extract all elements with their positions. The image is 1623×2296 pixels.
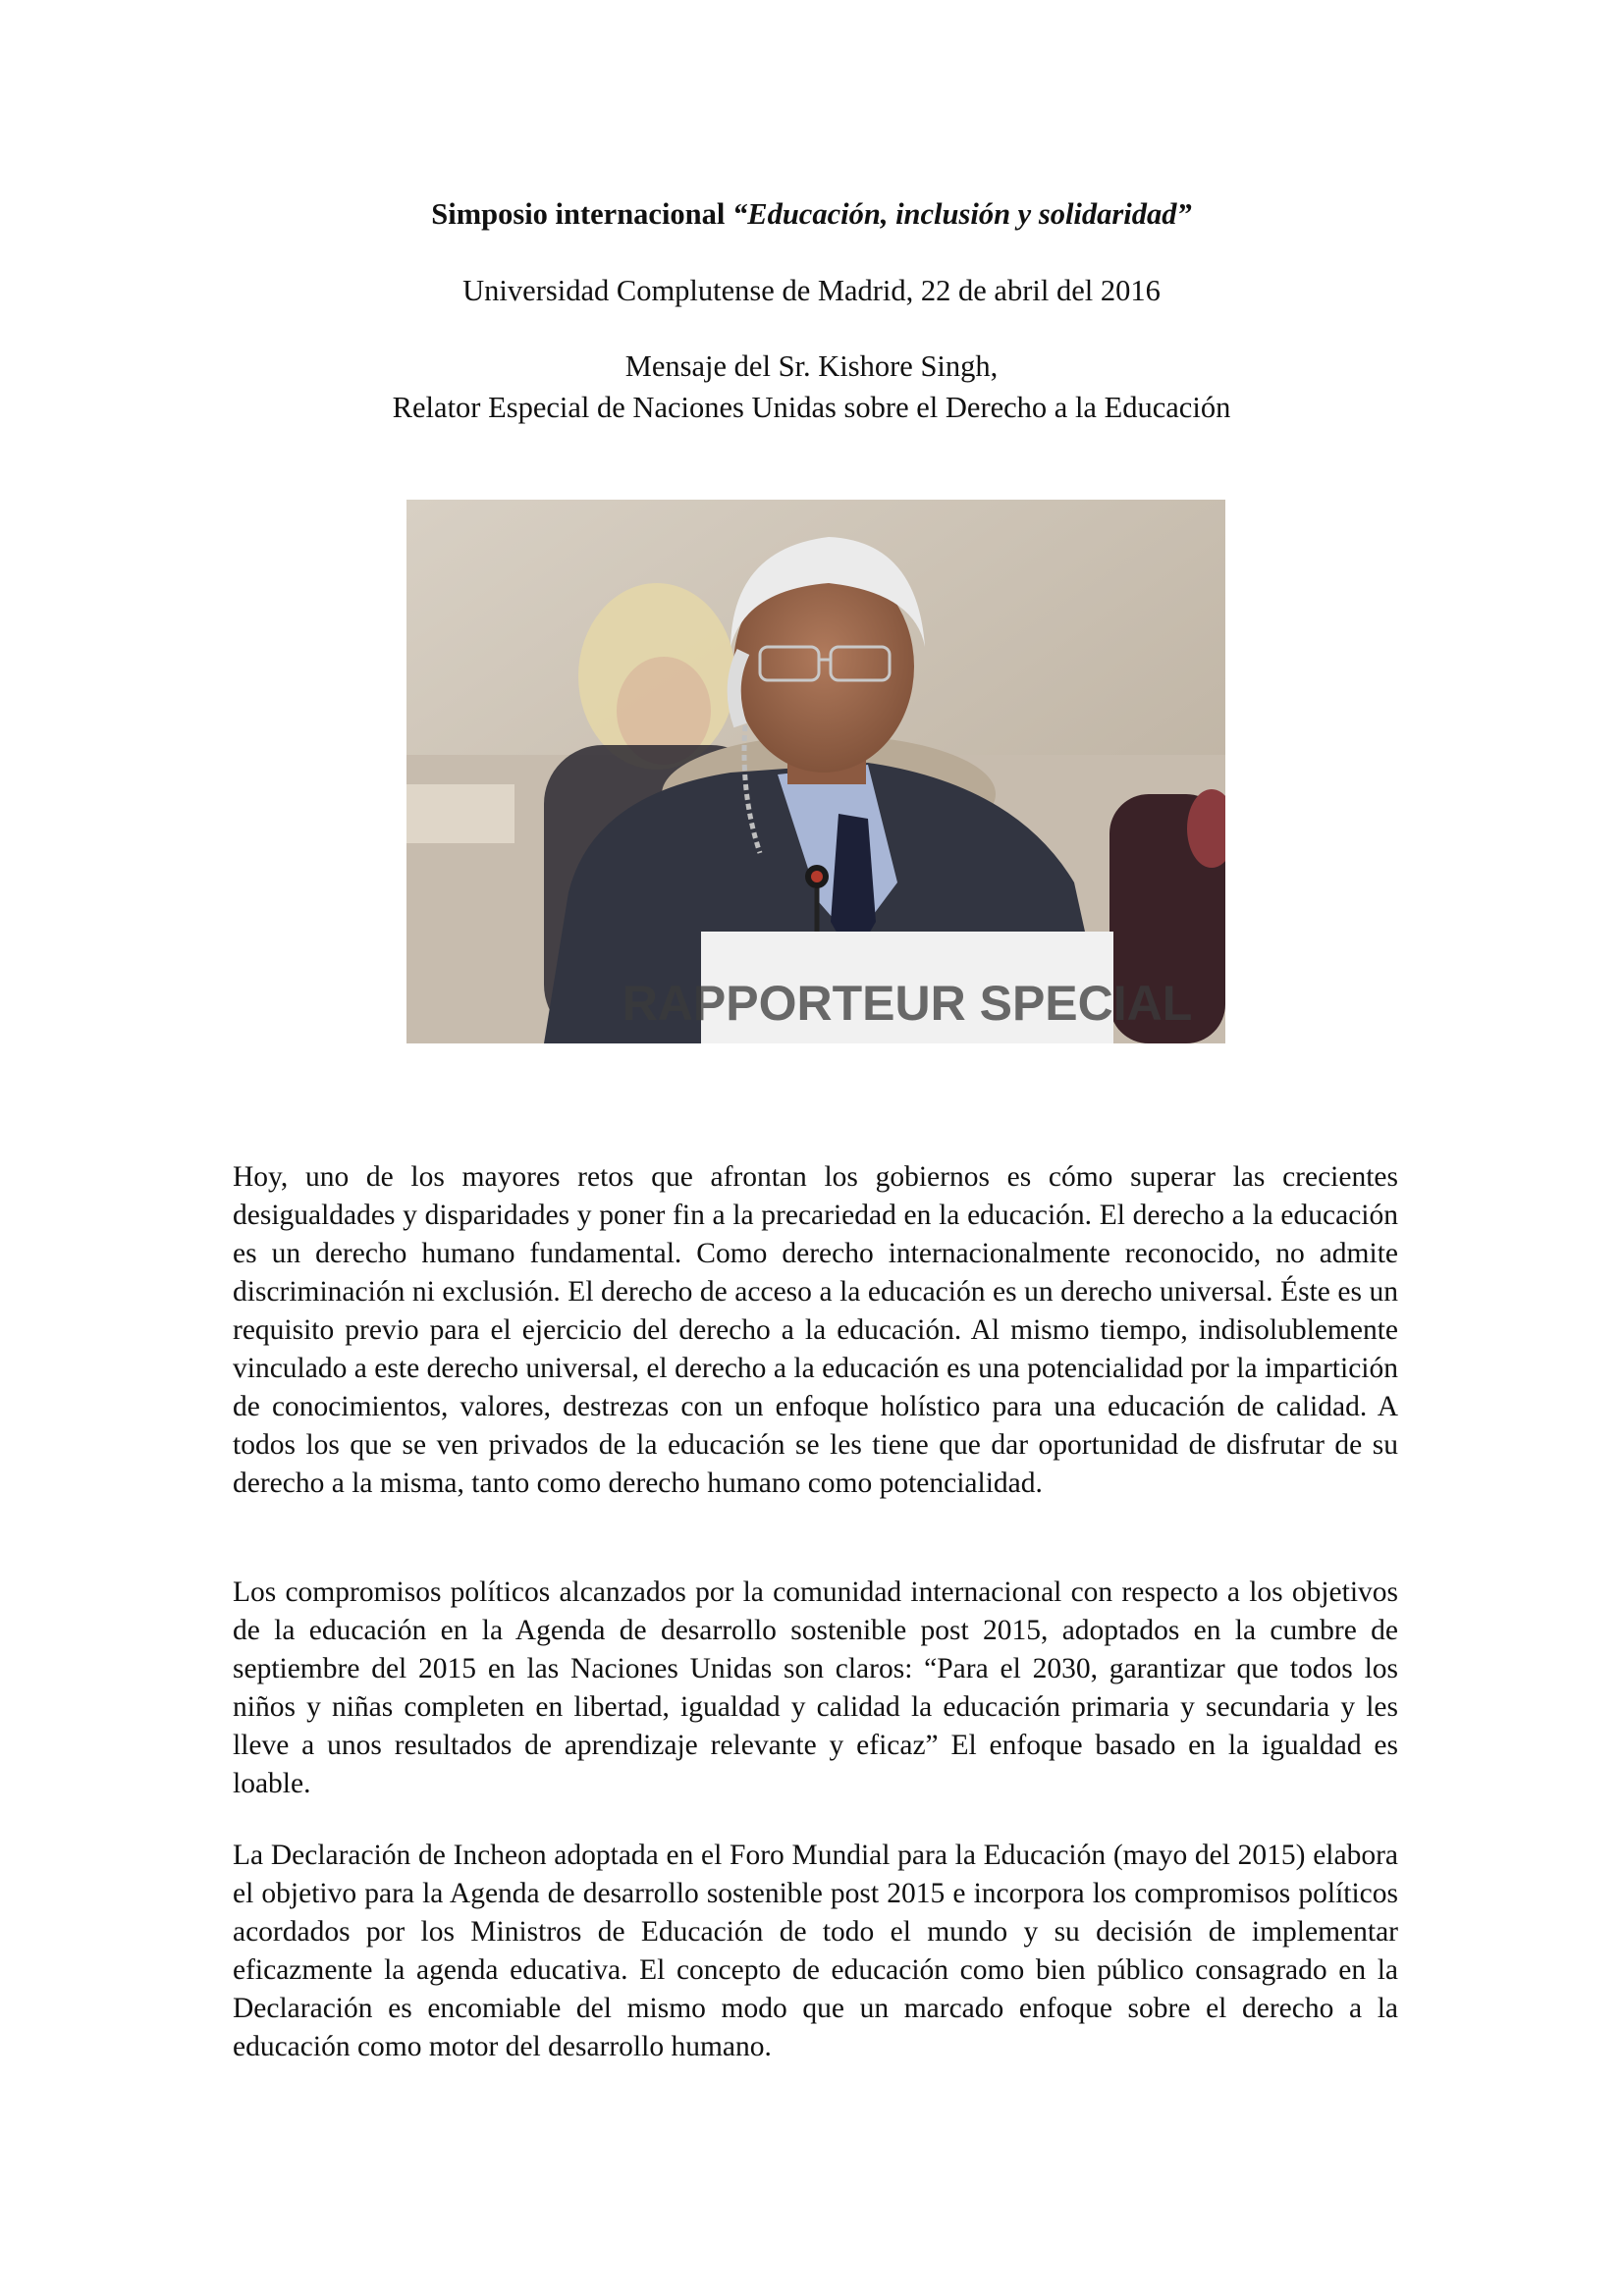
sender-role: Relator Especial de Naciones Unidas sobre el Derecho a la Educación: [392, 391, 1231, 424]
title-prefix: Simposio internacional: [431, 197, 732, 231]
venue-line: Universidad Complutense de Madrid, 22 de abril del 2016: [462, 274, 1161, 307]
title-quoted: “Educación, inclusión y solidaridad”: [732, 197, 1192, 231]
paragraph-3: La Declaración de Incheon adoptada en el Foro Mundial para la Educación (mayo del 2015) elabora el objetivo para la Agenda de desarrollo sostenible post 2015 e incorpora los compromisos políticos acordados por los Ministros de Educación de todo el mundo y su decisión de implementar eficazmente la agenda educativa. El concepto de educación como bien público consagrado en la Declaración es encomiable del mismo modo que un marcado enfoque sobre el derecho a la educación como motor del desarrollo humano.: [233, 1840, 1398, 2062]
paragraph-2: Los compromisos políticos alcanzados por la comunidad internacional con respecto a los objetivos de la educación en la Agenda de desarrollo sostenible post 2015, adoptados en la cumbre de septiembre del 2015 en las Naciones Unidas son claros: “Para el 2030, garantizar que todos los niños y niñas completen en libertad, igualdad y calidad la educación primaria y secundaria y les lleve a unos resultados de aprendizaje relevante y eficaz” El enfoque basado en la igualdad es loable.: [233, 1576, 1398, 1799]
speaker-photo: [406, 500, 1225, 1043]
document-title: [0, 193, 1623, 235]
sender-name: Mensaje del Sr. Kishore Singh,: [624, 349, 999, 383]
paragraph-1: Hoy, uno de los mayores retos que afrontan los gobiernos es cómo superar las crecientes desigualdades y disparidades y poner fin a la precariedad en la educación. El derecho a la educación es un derecho humano fundamental. Como derecho internacionalmente reconocido, no admite discriminación ni exclusión. El derecho de acceso a la educación es un derecho universal. Éste es un requisito previo para el ejercicio del derecho a la educación. Al mismo tiempo, indisolublemente vinculado a este derecho universal, el derecho a la educación es una potencialidad por la impartición de conocimientos, valores, destrezas con un enfoque holístico para una educación de calidad. A todos los que se ven privados de la educación se les tiene que dar oportunidad de disfrutar de su derecho a la misma, tanto como derecho humano como potencialidad.: [233, 1161, 1398, 1499]
sender-block: [0, 346, 1623, 428]
nameplate-text: RAPPORTEUR SPECIAL: [622, 976, 1193, 1031]
